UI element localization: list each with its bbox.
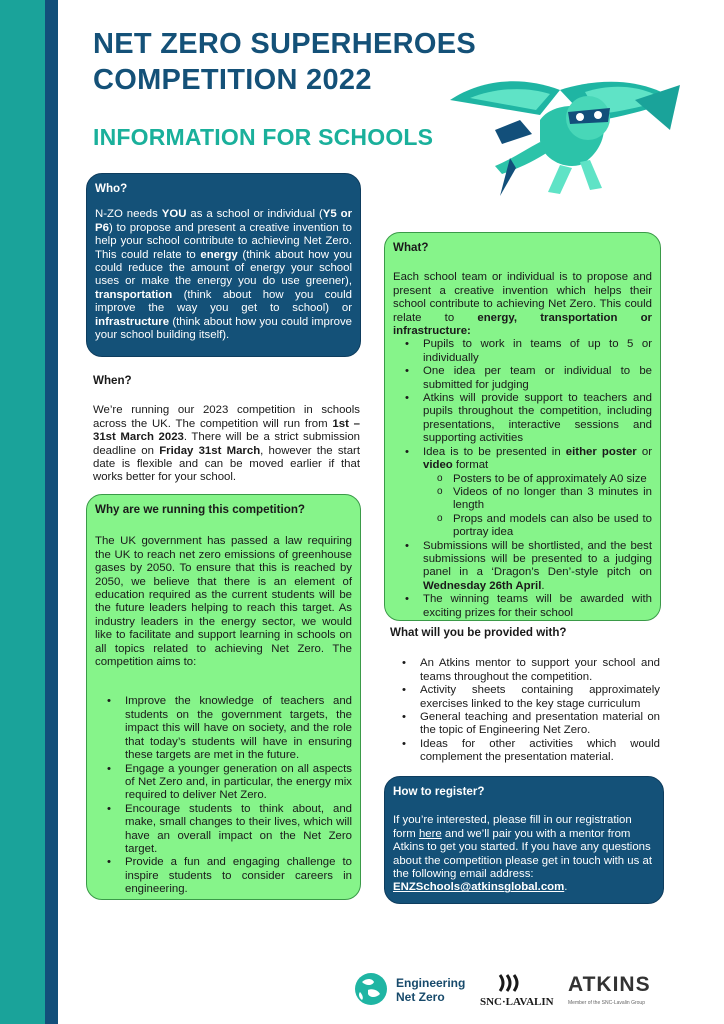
when-section <box>93 374 360 485</box>
what-list-item-submissions: • Submissions will be shortlisted, and the best submissions will be presented to a judging panel in a ‘Dragon’s Den’-style pitch on Wednesday 26th April. <box>393 540 652 594</box>
format-subitem: o Props and models can also be used to portray idea <box>423 513 652 540</box>
why-list-item: • Engage a younger generation on all aspects of Net Zero and, in particular, the energy mix required to deliver Net Zero. <box>95 763 352 803</box>
format-subitem: o Videos of no longer than 3 minutes in length <box>423 486 652 513</box>
provided-list-item: • Activity sheets containing approximately exercises linked to the key stage curriculum <box>390 684 660 711</box>
why-text: The UK government has passed a law requiring the UK to reach net zero emissions of greenhouse gases by 2050. To ensure that this is reached by 2050, we believe that there is an element of education required as the current students will be the future leaders helping to reach this target. As industry leaders in the energy sector, we would like to facilitate and support learning in schools on all topics related to achieving Net Zero. The competition aims to: <box>95 535 352 669</box>
email-link[interactable]: ENZSchools@atkinsglobal.com <box>393 881 565 894</box>
provided-list-item: • Ideas for other activities which would complement the presentation material. <box>390 738 660 765</box>
engineering-net-zero-logo-text: Engineering Net Zero <box>396 976 466 1004</box>
when-heading: When? <box>93 374 132 387</box>
registration-form-link[interactable]: here <box>418 827 442 840</box>
title-line-1: NET ZERO SUPERHEROES <box>93 28 477 60</box>
what-text: Each school team or individual is to propose and present a creative invention which helps their school contribute to achieving Net Zero. This could relate to energy, transportation or infrastructure: <box>393 271 652 338</box>
provided-list-item: • An Atkins mentor to support your school and teams throughout the competition. <box>390 657 660 684</box>
format-sublist <box>423 473 652 540</box>
format-subitem: o Posters to be of approximately A0 size <box>423 473 652 486</box>
what-list-item: • The winning teams will be awarded with exciting prizes for their school <box>393 593 652 620</box>
what-list <box>393 338 652 620</box>
provided-list <box>390 657 660 764</box>
why-heading: Why are we running this competition? <box>95 503 305 516</box>
provided-list-item: • General teaching and presentation material on the topic of Engineering Net Zero. <box>390 711 660 738</box>
what-list-item: • One idea per team or individual to be submitted for judging <box>393 365 652 392</box>
engineering-net-zero-logo-icon <box>354 972 388 1006</box>
register-heading: How to register? <box>393 785 485 798</box>
who-box <box>86 173 361 357</box>
what-heading: What? <box>393 241 429 254</box>
why-list-item: • Provide a fun and engaging challenge to inspire students to consider careers in engineering. <box>95 856 352 896</box>
what-box <box>384 232 661 621</box>
who-text: N-ZO needs YOU as a school or individual (Y5 or P6) to propose and present a creative invention to help your school contribute to achieving Net Zero. This could relate to energy (think about how you could reduce the amount of energy your school uses or make the energy you do use greener), transportation (think about how you could improve the way you get to school) or infrastructure (think about how you could improve your school building itself). <box>95 208 353 342</box>
register-box <box>384 776 664 904</box>
when-text: We’re running our 2023 competition in schools across the UK. The competition will run from 1st – 31st March 2023. There will be a strict submission deadline on Friday 31st March, however the start date is flexible and can be moved earlier if that works better for your school. <box>93 404 361 484</box>
atkins-logo: ATKINS Member of the SNC-Lavalin Group <box>568 973 651 1006</box>
register-text: If you’re interested, please fill in our registration form here and we’ll pair you with a mentor from Atkins to get you started. If you have any questions about the competition please get in touch with us at the following email address: ENZSchools@atkinsglobal.com. <box>393 814 652 894</box>
why-list-item: • Improve the knowledge of teachers and students on the government targets, the impact this will have on society, and the role that today’s students will have in ensuring these targets are met in the future. <box>95 695 352 762</box>
title-line-2: COMPETITION 2022 <box>93 64 372 96</box>
provided-heading: What will you be provided with? <box>390 626 567 639</box>
why-list-item: • Encourage students to think about, and make, small changes to their lives, which will have an overall impact on the Net Zero target. <box>95 803 352 857</box>
what-list-item-format: • Idea is to be presented in either poster or video format o Posters to be of approximately A0 size o Videos of no longer than 3 minutes in length o Props and models can also be used to portray idea <box>393 446 652 540</box>
left-stripe-navy <box>45 0 58 1024</box>
superhero-illustration <box>440 70 685 200</box>
what-list-item: • Atkins will provide support to teachers and pupils throughout the competition, including presentations, interactive sessions and supporting activities <box>393 392 652 446</box>
snc-lavalin-logo: SNC·LAVALIN <box>480 971 550 1011</box>
provided-section <box>390 626 660 765</box>
what-list-item: • Pupils to work in teams of up to 5 or individually <box>393 338 652 365</box>
footer-logos <box>340 965 710 1015</box>
why-list <box>95 695 352 896</box>
why-box <box>86 494 361 900</box>
who-heading: Who? <box>95 182 128 195</box>
snc-lavalin-mark-icon <box>480 971 550 995</box>
left-stripe-teal <box>0 0 45 1024</box>
page-subtitle: INFORMATION FOR SCHOOLS <box>93 124 434 150</box>
